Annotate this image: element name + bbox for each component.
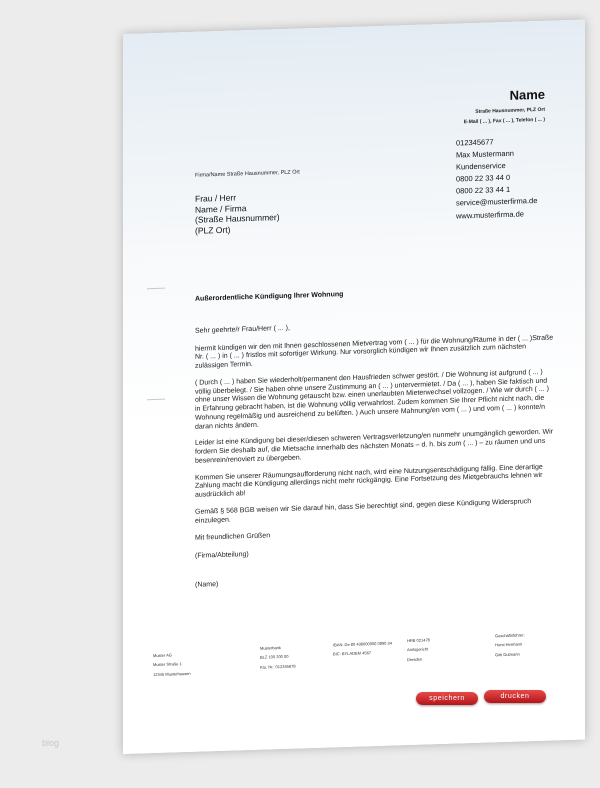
footer-line: IBAN: De 80 436000000 0890 34 xyxy=(333,640,392,648)
contact-name: Max Mustermann xyxy=(456,148,514,160)
reference-number: 012345677 xyxy=(456,137,494,148)
footer-iban xyxy=(333,639,392,660)
footer-line: Musterbank xyxy=(260,645,281,651)
footer-line: Dresden xyxy=(407,656,423,662)
letter-page xyxy=(123,19,585,754)
footer-company xyxy=(153,650,191,679)
footer-line: Kto. Nr.: 012345678 xyxy=(260,663,296,670)
footer-register xyxy=(407,635,430,664)
body-paragraph: hiermit kündigen wir den mit Ihnen geschlossenen Mietvertrag vom ( ... ) für die Wohnung/Räume in der ( ... )Straße Nr. ( ... ) in ( ... ) fristlos mit sofortiger Wirkung. Nur vorsorglich kündigen wir Ihnen zusätzlich zum nächsten zulässigen Termin. xyxy=(195,334,554,370)
signature-department: (Firma/Abteilung) xyxy=(195,551,249,561)
letter-subject: Außerordentliche Kündigung Ihrer Wohnung xyxy=(195,291,344,303)
footer-line: 12345 Musterhausen xyxy=(153,670,191,677)
footer-line: Geschäftsführer: xyxy=(495,632,525,639)
signature-name: (Name) xyxy=(195,581,219,589)
footer-line: Amtsgericht xyxy=(407,646,429,653)
footer-line: Horst Hermann xyxy=(495,641,523,648)
contact-fax: 0800 22 33 44 1 xyxy=(456,185,511,196)
footer-line: Gitti Gutmann xyxy=(495,651,520,658)
contact-phone: 0800 22 33 44 0 xyxy=(456,173,511,184)
footer-bank xyxy=(260,643,296,672)
body-paragraph: ( Durch ( ... ) haben Sie wiederholt/permanent den Hausfrieden schwer gestört. / Die Wohnung ist aufgrund ( ... ) völlig überbelegt. / Sie haben ohne unsere Zustimmung an ( ... ) untervermietet. / Da ( ... ), haben Sie faktisch und ohne unser Wissen die Wohnung getauscht bzw. einen unerlaubten Mieterwechsel vollzogen. / Wie wir durch ( ... ) in Erfahrung gebracht haben, ist die Wohnung völlig verwahrlost. Zudem kommen Sie Ihrer Pflicht nicht nach, die Wohnung regelmäßig und ausreichend zu belüften. ) Auch unsere Mahnung/en vom ( ... ) und vom ( ... ) konnte/n daran nichts ändern. xyxy=(195,368,549,431)
letter-body xyxy=(195,316,555,598)
footer-line: HRB 021478 xyxy=(407,637,430,644)
salutation: Sehr geehrte/r Frau/Herr ( ... ), xyxy=(195,324,290,335)
footer-line: BLZ 100 200 00 xyxy=(260,654,289,661)
save-button[interactable]: speichern xyxy=(416,692,478,705)
footer-line: BIC: BYLADEM 4567 xyxy=(333,650,372,657)
footer-management xyxy=(495,630,525,659)
recipient-line: (PLZ Ort) xyxy=(195,224,231,236)
sender-address: Straße Hausnummer, PLZ Ort xyxy=(475,106,545,115)
recipient-line: (Straße Hausnummer) xyxy=(195,212,280,225)
recipient-address xyxy=(195,191,280,236)
fold-mark xyxy=(147,288,165,290)
watermark-text: blog xyxy=(42,738,60,748)
fold-mark xyxy=(147,399,165,401)
return-address: Firma/Name Straße Hausnummer, PLZ Ort xyxy=(195,169,300,179)
sender-name: Name xyxy=(509,86,545,103)
contact-website: www.musterfirma.de xyxy=(456,208,524,221)
sender-contact: E-Mail ( ... ), Fax ( ... ), Telefon ( ... ) xyxy=(463,116,545,126)
recipient-line: Name / Firma xyxy=(195,202,247,215)
body-paragraph: Gemäß § 568 BGB weisen wir Sie darauf hin, dass Sie berechtigt sind, gegen diese Kündigung Widerspruch einzulegen. xyxy=(195,498,532,525)
footer-line: Muster Straße 1 xyxy=(153,661,182,668)
contact-block xyxy=(456,135,537,222)
body-paragraph: Leider ist eine Kündigung bei dieser/diesen schweren Vertragsverletzung/en nunmehr unumgänglich geworden. Wir fordern Sie deshalb auf, die Mietsache innerhalb des nächsten Monats – d. h. bis zum ( ... ) – zu räumen und uns besenrein/renoviert zu übergeben. xyxy=(195,428,553,465)
print-button[interactable]: drucken xyxy=(484,690,546,703)
contact-department: Kundenservice xyxy=(456,161,506,172)
contact-email: service@musterfirma.de xyxy=(456,196,538,209)
body-paragraph: Kommen Sie unserer Räumungsaufforderung nicht nach, wird eine Nutzungsentschädigung fällig. Eine derartige Zahlung macht die Kündigung allerdings nicht mehr rückgängig. Eine Fortsetzung des Mietgebrauchs lehnen wir ausdrücklich ab! xyxy=(195,463,543,499)
closing: Mit freundlichen Grüßen xyxy=(195,531,271,542)
recipient-line: Frau / Herr xyxy=(195,192,237,204)
footer-line: Muster AG xyxy=(153,652,172,659)
